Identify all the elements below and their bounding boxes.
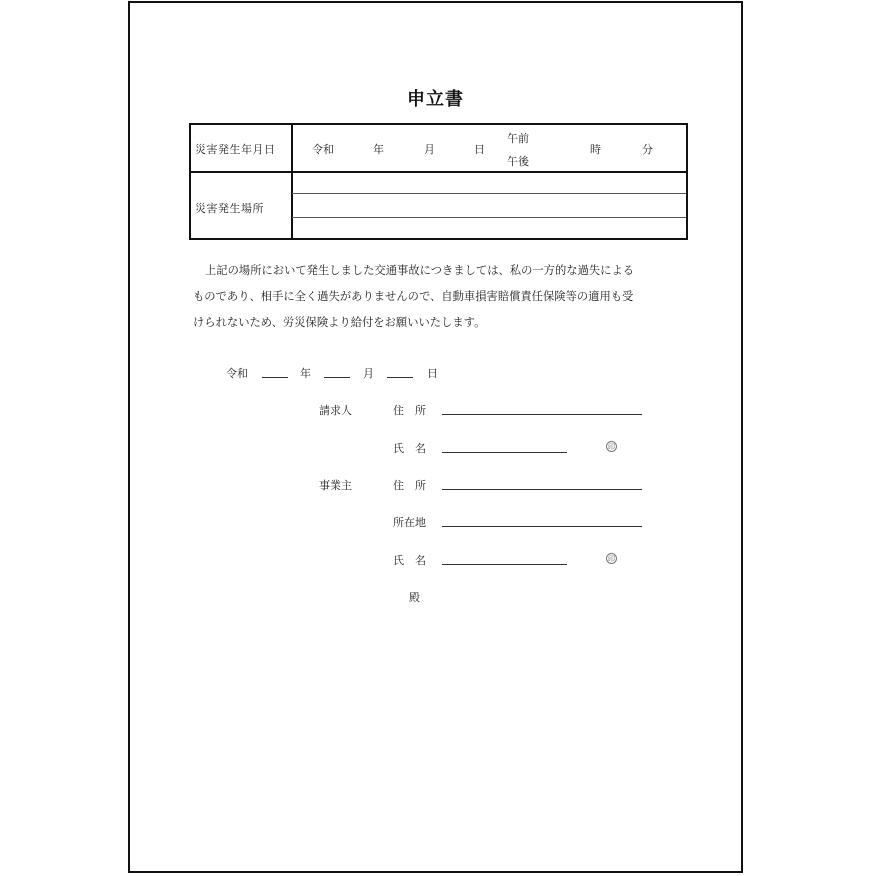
- place-line-1: [292, 193, 686, 194]
- am-label: 午前: [507, 132, 529, 145]
- sign-date-reiwa: 令和: [226, 367, 248, 380]
- claimant-label: 請求人: [319, 404, 352, 417]
- minute-label: 分: [642, 143, 653, 156]
- employer-label: 事業主: [319, 479, 352, 492]
- date-year: 年: [373, 143, 384, 156]
- table-row-divider: [191, 171, 686, 173]
- day-blank: [387, 377, 413, 378]
- incident-table: [189, 123, 688, 240]
- claimant-address-label: 住 所: [393, 404, 426, 417]
- table-divider: [291, 125, 293, 238]
- date-reiwa: 令和: [312, 143, 334, 156]
- employer-name-line: [442, 564, 567, 565]
- year-blank: [262, 377, 288, 378]
- month-blank: [324, 377, 350, 378]
- employer-name-label: 氏 名: [393, 554, 426, 567]
- closing-honorific: 殿: [409, 591, 420, 604]
- claimant-name-label: 氏 名: [393, 442, 426, 455]
- sign-date-year: 年: [300, 367, 311, 380]
- statement-line-1: 上記の場所において発生しました交通事故につきましては、私の一方的な過失による: [205, 264, 635, 277]
- employer-address-label: 住 所: [393, 479, 426, 492]
- employer-location-line: [442, 526, 642, 527]
- employer-address-line: [442, 489, 642, 490]
- date-month: 月: [424, 143, 435, 156]
- document-page: [128, 1, 743, 873]
- date-label: 災害発生年月日: [195, 143, 276, 156]
- employer-seal-mark: 印: [608, 555, 615, 563]
- hour-label: 時: [590, 143, 601, 156]
- sign-date-day: 日: [427, 367, 438, 380]
- claimant-address-line: [442, 414, 642, 415]
- place-label: 災害発生場所: [195, 202, 264, 215]
- statement-line-3: けられないため、労災保険より給付をお願いいたします。: [193, 316, 486, 329]
- date-day: 日: [474, 143, 485, 156]
- employer-location-label: 所在地: [393, 516, 426, 529]
- statement-line-2: ものであり、相手に全く過失がありませんので、自動車損害賠償責任保険等の適用も受: [193, 290, 634, 303]
- pm-label: 午後: [507, 155, 529, 168]
- place-line-2: [292, 217, 686, 218]
- statement-paragraph: [193, 258, 693, 336]
- sign-date-month: 月: [363, 367, 374, 380]
- claimant-name-line: [442, 452, 567, 453]
- claimant-seal-mark: 印: [608, 443, 615, 451]
- document-title: 申立書: [407, 89, 464, 110]
